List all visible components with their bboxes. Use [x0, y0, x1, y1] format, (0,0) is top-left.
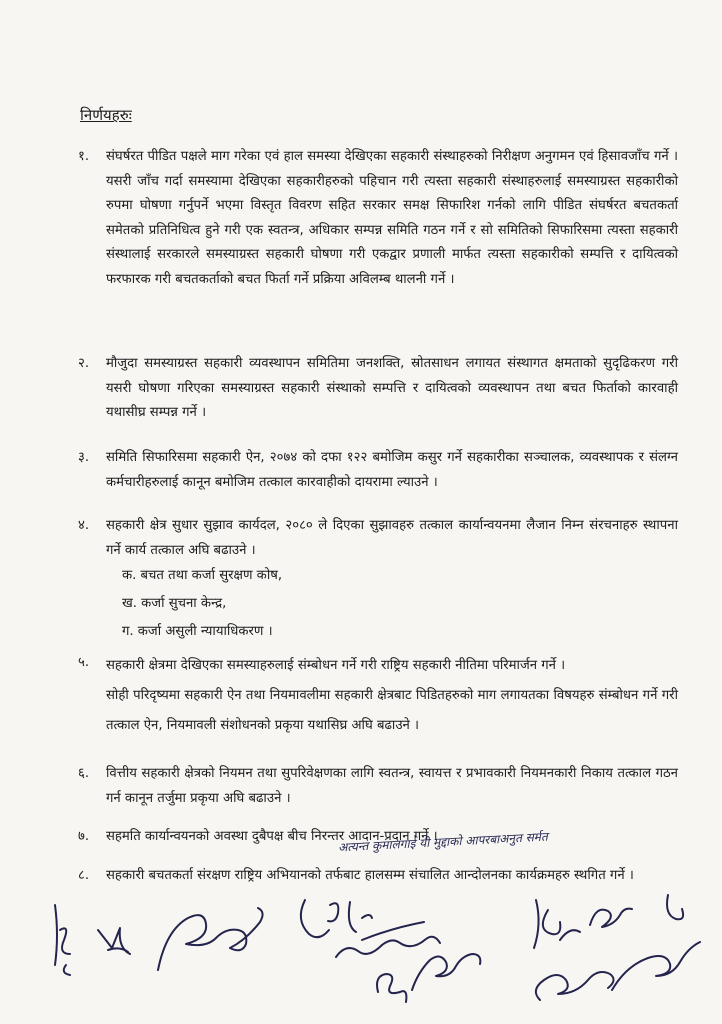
item-text-continued: सोही परिदृष्यमा सहकारी ऐन तथा नियमावलीमा सहकारी क्षेत्रबाट पिडितहरुको माग लगायतका विषयहरु संम्बोधन गर्ने गरी तत्काल ऐन, नियमावली संशोधनको प्रकृया यथासिघ्र अघि बढाउने । [106, 688, 678, 733]
item-text: सहकारी क्षेत्र सुधार सुझाव कार्यदल, २०८० ले दिएका सुझावहरु तत्काल कार्यान्वयनमा लैजान निम्न संरचनाहरु स्थापना गर्ने कार्य तत्काल अघि बढाउने । [106, 518, 678, 558]
item-number: ७. [78, 829, 90, 844]
item-number: ८. [78, 868, 90, 883]
sub-item: ग. कर्जा असुली न्यायाधिकरण । [122, 624, 273, 639]
signature-4 [301, 900, 372, 937]
item-text: वित्तीय सहकारी क्षेत्रको नियमन तथा सुपरिवेक्षणका लागि स्वतन्त्र, स्वायत्त र प्रभावकारी नियमनकारी निकाय तत्काल गठन गर्न कानून तर्जुमा प्रकृया अघि बढाउने । [106, 766, 678, 806]
item-text: संघर्षरत पीडित पक्षले माग गरेका एवं हाल समस्या देखिएका सहकारी संस्थाहरुको निरीक्षण अनुगमन एवं हिसावजाँच गर्ने । यसरी जाँच गर्दा समस्यामा देखिएका सहकारीहरुको पहिचान गरी त्यस्ता सहकारी संस्थाहरुलाई समस्याग्रस्त सहकारीको रुपमा घोषणा गर्नुपर्ने भएमा विस्तृत विवरण सहित सरकार समक्ष सिफारिश गर्नको लागि पीडित संघर्षरत बचतकर्ता समेतको प्रतिनिधित्व हुने गरी एक स्वतन्त्र, अधिकार सम्पन्न समिति गठन गर्ने र सो समितिको सिफारिसमा त्यस्ता सहकारी संस्थालाई सरकारले समस्याग्रस्त सहकारी घोषणा गरी एकद्वार प्रणाली मार्फत त्यस्ता सहकारीको सम्पत्ति र दायित्वको फरफारक गरी बचतकर्ताको बचत फिर्ता गर्ने प्रक्रिया अविलम्ब थालनी गर्ने । [106, 149, 678, 287]
item-number: १. [78, 149, 90, 164]
item-number: ३. [78, 450, 90, 465]
item-text: सहकारी क्षेत्रमा देखिएका समस्याहरुलाई संम्बोधन गर्ने गरी राष्ट्रिय सहकारी नीतिमा परिमार्जन गर्ने । [106, 658, 566, 673]
sub-item: क. बचत तथा कर्जा सुरक्षण कोष, [122, 568, 283, 583]
item-text: सहकारी बचतकर्ता संरक्षण राष्ट्रिय अभियानको तर्फबाट हालसम्म संचालित आन्दोलनका कार्यक्रमहरु स्थगित गर्ने । [106, 868, 634, 883]
handwritten-note: अत्यन्त कुमालगाई यी मुद्दाको आपरबाअनुत सर्मत [337, 829, 549, 855]
item-number: २. [78, 356, 90, 371]
signature-9 [590, 909, 632, 927]
signature-6 [377, 954, 480, 1002]
item-number: ६. [78, 766, 90, 781]
item-text: सहमति कार्यान्वयनको अवस्था दुबैपक्ष बीच निरन्तर आदान-प्रदान गर्ने । [106, 829, 438, 844]
signature-3 [158, 908, 263, 970]
sub-item: ख. कर्जा सुचना केन्द्र, [122, 596, 227, 611]
signature-1 [55, 905, 70, 975]
item-text: समिति सिफारिसमा सहकारी ऐन, २०७४ को दफा १२२ बमोजिम कसुर गर्ने सहकारीका सञ्चालक, व्यवस्थापक र संलग्न कर्मचारीहरुलाई कानून बमोजिम तत्काल कारवाहीको दायरामा ल्याउने । [106, 450, 678, 490]
item-number: ५. [78, 655, 90, 670]
signature-8 [536, 972, 614, 1000]
signature-10 [612, 942, 700, 990]
item-text: मौजुदा समस्याग्रस्त सहकारी व्यवस्थापन समितिमा जनशक्ति, स्रोतसाधन लगायत संस्थागत क्षमताको सुदृढिकरण गरी यसरी घोषणा गरिएका समस्याग्रस्त सहकारी संस्थाको सम्पत्ति र दायित्वको व्यवस्थापन तथा बचत फिर्ताको कारवाही यथासीघ्र सम्पन्न गर्ने । [106, 356, 678, 420]
item-number: ४. [78, 518, 90, 533]
signature-11 [667, 895, 683, 919]
decisions-heading: निर्णयहरुः [80, 106, 132, 124]
signature-2 [98, 928, 130, 954]
signature-7 [534, 900, 580, 948]
